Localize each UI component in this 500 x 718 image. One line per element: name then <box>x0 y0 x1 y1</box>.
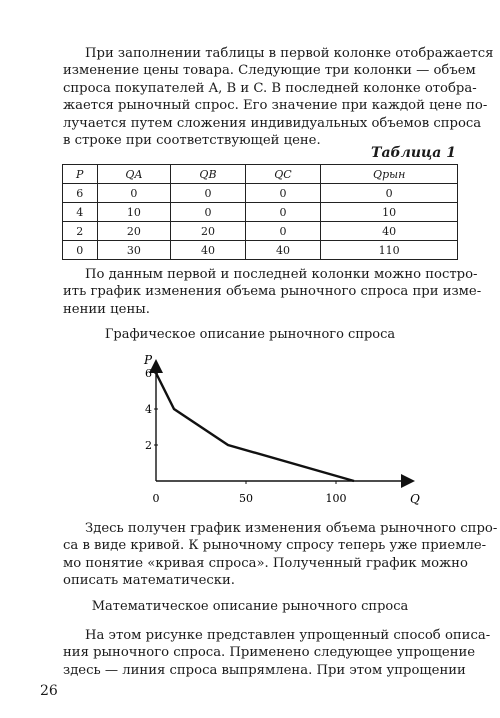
page-number: 26 <box>40 683 58 699</box>
table-cell: 20 <box>171 222 245 241</box>
table-cell: 0 <box>321 184 458 203</box>
table-cell: 0 <box>245 222 321 241</box>
paragraph-line: ния рыночного спроса. Применено следующее упрощение <box>63 645 476 661</box>
table-cell: 10 <box>321 203 458 222</box>
paragraph-line: Здесь получен график изменения объема рыночного спро- <box>85 521 498 536</box>
math-paragraph <box>63 627 491 679</box>
paragraph-line: нении цены. <box>63 301 150 317</box>
table-cell: 20 <box>97 222 171 241</box>
paragraph-line: По данным первой и последней колонки можно постро- <box>85 267 478 282</box>
demand-table <box>62 164 458 260</box>
table-row <box>63 203 458 222</box>
y-tick-label: 4 <box>145 403 152 416</box>
graph-title: Графическое описание рыночного спроса <box>104 327 396 342</box>
table-cell: 110 <box>321 241 458 260</box>
paragraph-line: са в виде кривой. К рыночному спросу теперь уже приемле- <box>63 538 487 554</box>
x-tick-label: 0 <box>152 492 160 505</box>
table-cell: 0 <box>171 184 245 203</box>
table-row <box>63 222 458 241</box>
table-cell: 2 <box>63 222 98 241</box>
table-cell: 0 <box>63 241 98 260</box>
table-cell: 10 <box>97 203 171 222</box>
paragraph-line: здесь — линия спроса выпрямлена. При этом упрощении <box>63 662 466 678</box>
demand-chart <box>140 350 440 510</box>
table-cell: 6 <box>63 184 98 203</box>
table-cell: 40 <box>171 241 245 260</box>
table-header-cell: QB <box>171 165 245 184</box>
intro-line: При заполнении таблицы в первой колонке отображается <box>85 46 494 61</box>
intro-line: изменение цены товара. Следующие три колонки — объем <box>63 63 476 79</box>
table-row <box>63 184 458 203</box>
paragraph-line: описать математически. <box>63 573 235 589</box>
y-axis-label: P <box>144 353 153 367</box>
y-tick-label: 2 <box>145 439 152 452</box>
table-cell: 0 <box>97 184 171 203</box>
table-header-row <box>63 165 458 184</box>
y-tick-label: 6 <box>145 367 152 380</box>
table-cell: 40 <box>245 241 321 260</box>
table-cell: 0 <box>245 184 321 203</box>
x-tick-label: 100 <box>325 492 347 505</box>
paragraph-line: мо понятие «кривая спроса». Полученный график можно <box>63 555 468 571</box>
intro-line: в строке при соответствующей цене. <box>63 133 321 149</box>
intro-line: спроса покупателей A, B и C. В последней колонке отобра- <box>63 80 477 96</box>
table-header-cell: P <box>63 165 98 184</box>
table-cell: 4 <box>63 203 98 222</box>
table-header-cell: QA <box>97 165 171 184</box>
demand-curve <box>156 373 354 481</box>
paragraph-line: ить график изменения объема рыночного спроса при изме- <box>63 284 482 300</box>
paragraph-line: На этом рисунке представлен упрощенный способ описа- <box>85 628 491 643</box>
table-header-cell: QC <box>245 165 321 184</box>
table-header-cell: Qрын <box>321 165 458 184</box>
x-axis-label: Q <box>410 492 420 506</box>
math-title: Математическое описание рыночного спроса <box>91 599 409 614</box>
table-cell: 30 <box>97 241 171 260</box>
table-caption: Таблица 1 <box>371 145 456 161</box>
table-row <box>63 241 458 260</box>
table-cell: 40 <box>321 222 458 241</box>
x-tick-label: 50 <box>239 492 253 505</box>
table-cell: 0 <box>245 203 321 222</box>
intro-paragraph <box>63 45 494 149</box>
intro-line: жается рыночный спрос. Его значение при каждой цене по- <box>63 98 488 114</box>
graph-intro-paragraph <box>63 266 482 318</box>
intro-line: лучается путем сложения индивидуальных объемов спроса <box>63 115 482 131</box>
table-cell: 0 <box>171 203 245 222</box>
curve-paragraph <box>63 520 498 590</box>
